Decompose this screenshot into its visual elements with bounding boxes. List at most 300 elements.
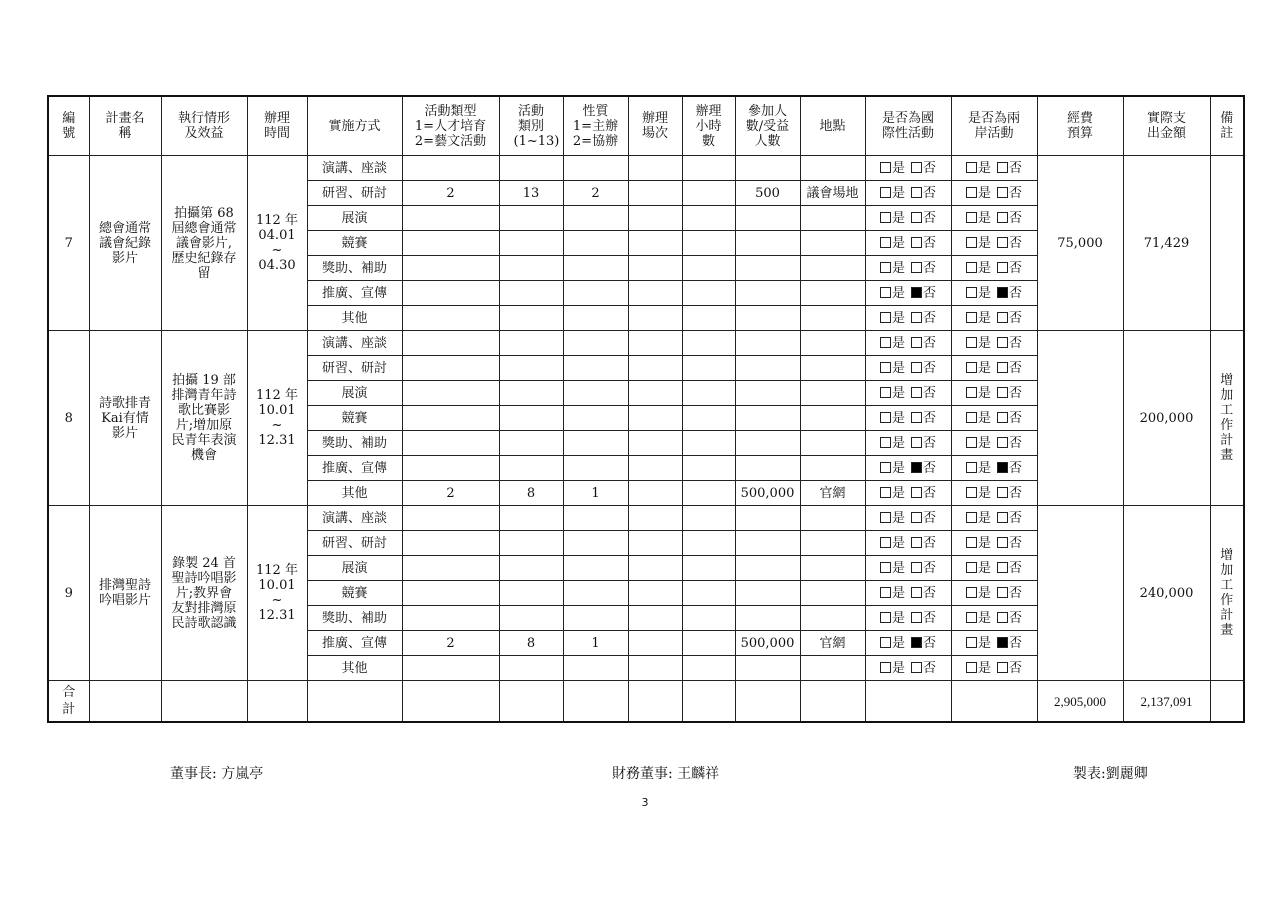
yes-label: 是 — [891, 435, 905, 451]
yes-checkbox[interactable] — [880, 187, 891, 198]
header-budget: 經費預算 — [1037, 96, 1123, 156]
yes-checkbox[interactable] — [880, 312, 891, 323]
cross-strait-checkboxes — [951, 306, 1037, 331]
international-checkboxes — [865, 256, 951, 281]
header-activity-category: 活動類別 (1~13) — [499, 96, 563, 156]
hours-value — [682, 381, 735, 406]
hours-value — [682, 356, 735, 381]
yes-checkbox[interactable] — [880, 162, 891, 173]
empty-cell — [89, 681, 161, 723]
activity-category-value: 13 — [499, 181, 563, 206]
yes-checkbox[interactable] — [966, 187, 977, 198]
project-budget: 75,000 — [1037, 156, 1123, 331]
yes-label: 是 — [977, 160, 991, 176]
location-value — [800, 256, 865, 281]
cross-strait-checkboxes — [951, 556, 1037, 581]
no-checkbox[interactable] — [911, 162, 922, 173]
international-checkboxes — [865, 481, 951, 506]
cross-strait-checkboxes — [951, 656, 1037, 681]
nature-value — [563, 231, 628, 256]
yes-checkbox[interactable] — [966, 637, 977, 648]
hours-value — [682, 431, 735, 456]
activity-type-value — [402, 406, 499, 431]
sessions-value — [628, 256, 682, 281]
finance-director-signature: 財務董事: 王麟祥 — [612, 766, 720, 782]
sessions-value — [628, 456, 682, 481]
project-actual: 200,000 — [1123, 331, 1210, 506]
yes-label: 是 — [977, 535, 991, 551]
activity-category-value — [499, 256, 563, 281]
yes-label: 是 — [891, 460, 905, 476]
participants-value — [735, 156, 800, 181]
yes-checkbox[interactable] — [880, 437, 891, 448]
location-value — [800, 406, 865, 431]
no-label: 否 — [1009, 560, 1023, 576]
no-checkbox[interactable] — [997, 237, 1008, 248]
yes-checkbox[interactable] — [880, 637, 891, 648]
participants-value: 500 — [735, 181, 800, 206]
method-label: 展演 — [307, 381, 402, 406]
yes-checkbox[interactable] — [966, 262, 977, 273]
sessions-value — [628, 606, 682, 631]
no-checkbox[interactable] — [997, 262, 1008, 273]
international-checkboxes — [865, 506, 951, 531]
method-label: 競賽 — [307, 406, 402, 431]
no-checkbox[interactable] — [997, 462, 1008, 473]
nature-value — [563, 156, 628, 181]
no-label: 否 — [923, 610, 937, 626]
yes-checkbox[interactable] — [966, 412, 977, 423]
location-value — [800, 306, 865, 331]
project-name: 排灣聖詩吟唱影片 — [89, 506, 161, 681]
table-row — [48, 506, 1244, 531]
no-checkbox[interactable] — [997, 287, 1008, 298]
header-activity-type: 活動類型 1=人才培育 2=藝文活動 — [402, 96, 499, 156]
yes-checkbox[interactable] — [880, 412, 891, 423]
yes-checkbox[interactable] — [880, 487, 891, 498]
no-checkbox[interactable] — [911, 262, 922, 273]
method-label: 獎助、補助 — [307, 256, 402, 281]
hours-value — [682, 256, 735, 281]
method-label: 演講、座談 — [307, 506, 402, 531]
yes-checkbox[interactable] — [880, 562, 891, 573]
participants-value — [735, 406, 800, 431]
sessions-value — [628, 481, 682, 506]
method-label: 展演 — [307, 206, 402, 231]
project-id: 7 — [48, 156, 89, 331]
no-label: 否 — [923, 635, 937, 651]
yes-label: 是 — [977, 460, 991, 476]
activity-type-value — [402, 656, 499, 681]
yes-checkbox[interactable] — [880, 612, 891, 623]
activity-category-value — [499, 506, 563, 531]
international-checkboxes — [865, 456, 951, 481]
international-checkboxes — [865, 556, 951, 581]
empty-cell — [682, 681, 735, 723]
no-label: 否 — [1009, 410, 1023, 426]
sessions-value — [628, 581, 682, 606]
activity-category-value — [499, 406, 563, 431]
no-label: 否 — [923, 535, 937, 551]
yes-checkbox[interactable] — [880, 462, 891, 473]
international-checkboxes — [865, 406, 951, 431]
yes-label: 是 — [977, 410, 991, 426]
yes-checkbox[interactable] — [880, 262, 891, 273]
activity-type-value — [402, 331, 499, 356]
no-label: 否 — [1009, 660, 1023, 676]
project-remark — [1210, 156, 1244, 331]
no-checkbox[interactable] — [911, 487, 922, 498]
hours-value — [682, 281, 735, 306]
header-participants: 參加人數/受益人數 — [735, 96, 800, 156]
yes-checkbox[interactable] — [880, 287, 891, 298]
no-checkbox[interactable] — [997, 612, 1008, 623]
no-checkbox[interactable] — [997, 162, 1008, 173]
no-checkbox[interactable] — [997, 637, 1008, 648]
yes-checkbox[interactable] — [966, 162, 977, 173]
activity-category-value — [499, 581, 563, 606]
activity-category-value — [499, 656, 563, 681]
cross-strait-checkboxes — [951, 331, 1037, 356]
yes-label: 是 — [891, 385, 905, 401]
international-checkboxes — [865, 231, 951, 256]
no-checkbox[interactable] — [911, 562, 922, 573]
no-label: 否 — [1009, 635, 1023, 651]
yes-label: 是 — [977, 585, 991, 601]
yes-label: 是 — [977, 285, 991, 301]
no-label: 否 — [923, 510, 937, 526]
location-value — [800, 206, 865, 231]
no-checkbox[interactable] — [911, 237, 922, 248]
no-checkbox[interactable] — [997, 512, 1008, 523]
nature-value — [563, 656, 628, 681]
no-checkbox[interactable] — [911, 537, 922, 548]
yes-checkbox[interactable] — [966, 662, 977, 673]
yes-label: 是 — [891, 360, 905, 376]
activity-type-value — [402, 556, 499, 581]
yes-checkbox[interactable] — [966, 562, 977, 573]
hours-value — [682, 181, 735, 206]
project-budget — [1037, 506, 1123, 681]
international-checkboxes — [865, 381, 951, 406]
hours-value — [682, 456, 735, 481]
yes-label: 是 — [977, 610, 991, 626]
empty-cell — [735, 681, 800, 723]
activity-type-value — [402, 356, 499, 381]
no-label: 否 — [923, 185, 937, 201]
yes-label: 是 — [977, 435, 991, 451]
international-checkboxes — [865, 281, 951, 306]
cross-strait-checkboxes — [951, 581, 1037, 606]
no-checkbox[interactable] — [997, 412, 1008, 423]
participants-value — [735, 656, 800, 681]
yes-checkbox[interactable] — [880, 237, 891, 248]
participants-value: 500,000 — [735, 481, 800, 506]
hours-value — [682, 531, 735, 556]
preparer-signature: 製表:劉麗卿 — [1073, 766, 1148, 782]
international-checkboxes — [865, 656, 951, 681]
yes-checkbox[interactable] — [880, 512, 891, 523]
activity-type-value — [402, 606, 499, 631]
cross-strait-checkboxes — [951, 481, 1037, 506]
yes-checkbox[interactable] — [880, 387, 891, 398]
yes-label: 是 — [977, 235, 991, 251]
participants-value — [735, 381, 800, 406]
hours-value — [682, 506, 735, 531]
nature-value — [563, 306, 628, 331]
method-label: 演講、座談 — [307, 156, 402, 181]
yes-checkbox[interactable] — [966, 512, 977, 523]
empty-cell — [563, 681, 628, 723]
no-checkbox[interactable] — [911, 312, 922, 323]
method-label: 推廣、宣傳 — [307, 456, 402, 481]
nature-value — [563, 506, 628, 531]
header-plan: 計畫名稱 — [89, 96, 161, 156]
no-checkbox[interactable] — [911, 187, 922, 198]
yes-checkbox[interactable] — [966, 612, 977, 623]
activity-category-value — [499, 156, 563, 181]
activity-type-value — [402, 531, 499, 556]
yes-label: 是 — [977, 635, 991, 651]
yes-checkbox[interactable] — [966, 487, 977, 498]
no-checkbox[interactable] — [911, 462, 922, 473]
project-id: 8 — [48, 331, 89, 506]
no-label: 否 — [1009, 285, 1023, 301]
location-value — [800, 656, 865, 681]
method-label: 獎助、補助 — [307, 431, 402, 456]
no-label: 否 — [1009, 360, 1023, 376]
activity-type-value — [402, 381, 499, 406]
project-date: 112 年 04.01 ~ 04.30 — [247, 156, 307, 331]
empty-cell — [628, 681, 682, 723]
nature-value — [563, 456, 628, 481]
no-label: 否 — [1009, 210, 1023, 226]
method-label: 推廣、宣傳 — [307, 631, 402, 656]
participants-value — [735, 556, 800, 581]
yes-label: 是 — [891, 260, 905, 276]
yes-label: 是 — [977, 310, 991, 326]
no-checkbox[interactable] — [911, 387, 922, 398]
no-checkbox[interactable] — [911, 287, 922, 298]
no-checkbox[interactable] — [997, 187, 1008, 198]
participants-value — [735, 531, 800, 556]
yes-checkbox[interactable] — [966, 312, 977, 323]
yes-label: 是 — [891, 410, 905, 426]
no-label: 否 — [923, 435, 937, 451]
no-checkbox[interactable] — [997, 212, 1008, 223]
no-checkbox[interactable] — [911, 512, 922, 523]
no-checkbox[interactable] — [997, 587, 1008, 598]
yes-checkbox[interactable] — [966, 337, 977, 348]
project-id: 9 — [48, 506, 89, 681]
yes-checkbox[interactable] — [880, 537, 891, 548]
sessions-value — [628, 156, 682, 181]
activity-category-value — [499, 606, 563, 631]
no-checkbox[interactable] — [997, 387, 1008, 398]
project-name: 總會通常議會紀錄影片 — [89, 156, 161, 331]
method-label: 研習、研討 — [307, 531, 402, 556]
international-checkboxes — [865, 356, 951, 381]
no-label: 否 — [1009, 610, 1023, 626]
no-label: 否 — [923, 235, 937, 251]
no-checkbox[interactable] — [911, 212, 922, 223]
participants-value — [735, 606, 800, 631]
yes-label: 是 — [891, 510, 905, 526]
hours-value — [682, 581, 735, 606]
no-checkbox[interactable] — [911, 612, 922, 623]
cross-strait-checkboxes — [951, 456, 1037, 481]
activity-type-value — [402, 581, 499, 606]
no-label: 否 — [1009, 510, 1023, 526]
nature-value — [563, 281, 628, 306]
yes-checkbox[interactable] — [966, 387, 977, 398]
table-body — [48, 156, 1244, 723]
no-checkbox[interactable] — [997, 362, 1008, 373]
international-checkboxes — [865, 206, 951, 231]
participants-value — [735, 306, 800, 331]
yes-checkbox[interactable] — [966, 362, 977, 373]
project-actual: 71,429 — [1123, 156, 1210, 331]
method-label: 研習、研討 — [307, 181, 402, 206]
activity-category-value — [499, 206, 563, 231]
no-checkbox[interactable] — [911, 587, 922, 598]
yes-checkbox[interactable] — [880, 362, 891, 373]
cross-strait-checkboxes — [951, 431, 1037, 456]
project-date: 112 年 10.01 ~ 12.31 — [247, 331, 307, 506]
no-label: 否 — [1009, 485, 1023, 501]
yes-label: 是 — [891, 660, 905, 676]
cross-strait-checkboxes — [951, 406, 1037, 431]
yes-checkbox[interactable] — [880, 662, 891, 673]
activity-category-value — [499, 231, 563, 256]
header-date: 辦理時間 — [247, 96, 307, 156]
table-row — [48, 331, 1244, 356]
sessions-value — [628, 356, 682, 381]
nature-value — [563, 356, 628, 381]
empty-cell — [499, 681, 563, 723]
no-checkbox[interactable] — [997, 537, 1008, 548]
activity-category-value — [499, 281, 563, 306]
yes-label: 是 — [891, 285, 905, 301]
cross-strait-checkboxes — [951, 506, 1037, 531]
no-checkbox[interactable] — [911, 362, 922, 373]
activity-type-value — [402, 256, 499, 281]
nature-value — [563, 256, 628, 281]
cross-strait-checkboxes — [951, 181, 1037, 206]
cross-strait-checkboxes — [951, 231, 1037, 256]
activity-type-value: 2 — [402, 181, 499, 206]
no-label: 否 — [923, 385, 937, 401]
yes-checkbox[interactable] — [880, 337, 891, 348]
nature-value: 1 — [563, 631, 628, 656]
international-checkboxes — [865, 581, 951, 606]
yes-checkbox[interactable] — [966, 212, 977, 223]
no-checkbox[interactable] — [911, 412, 922, 423]
yes-checkbox[interactable] — [880, 587, 891, 598]
no-checkbox[interactable] — [997, 312, 1008, 323]
international-checkboxes — [865, 331, 951, 356]
sessions-value — [628, 631, 682, 656]
cross-strait-checkboxes — [951, 606, 1037, 631]
total-row — [48, 681, 1244, 723]
yes-label: 是 — [891, 235, 905, 251]
no-checkbox[interactable] — [997, 662, 1008, 673]
sessions-value — [628, 406, 682, 431]
yes-checkbox[interactable] — [966, 587, 977, 598]
yes-checkbox[interactable] — [966, 462, 977, 473]
project-budget — [1037, 331, 1123, 506]
method-label: 展演 — [307, 556, 402, 581]
no-checkbox[interactable] — [997, 437, 1008, 448]
yes-checkbox[interactable] — [880, 212, 891, 223]
activity-category-value — [499, 556, 563, 581]
no-label: 否 — [923, 460, 937, 476]
nature-value — [563, 381, 628, 406]
header-actual: 實際支出金額 — [1123, 96, 1210, 156]
no-label: 否 — [1009, 385, 1023, 401]
hours-value — [682, 481, 735, 506]
header-remark: 備註 — [1210, 96, 1244, 156]
yes-checkbox[interactable] — [966, 437, 977, 448]
activity-category-value — [499, 306, 563, 331]
participants-value — [735, 206, 800, 231]
empty-cell — [402, 681, 499, 723]
activity-type-value — [402, 231, 499, 256]
header-nature: 性質 1=主辦 2=協辦 — [563, 96, 628, 156]
location-value — [800, 231, 865, 256]
participants-value — [735, 256, 800, 281]
cross-strait-checkboxes — [951, 531, 1037, 556]
hours-value — [682, 156, 735, 181]
activity-table — [47, 95, 1245, 723]
no-checkbox[interactable] — [997, 562, 1008, 573]
sessions-value — [628, 381, 682, 406]
location-value — [800, 381, 865, 406]
yes-label: 是 — [977, 385, 991, 401]
project-remark: 增加工作計畫 — [1210, 506, 1244, 681]
location-value — [800, 531, 865, 556]
header-hours: 辦理小時數 — [682, 96, 735, 156]
yes-label: 是 — [977, 210, 991, 226]
yes-label: 是 — [891, 560, 905, 576]
no-label: 否 — [1009, 435, 1023, 451]
nature-value: 1 — [563, 481, 628, 506]
yes-label: 是 — [891, 160, 905, 176]
no-checkbox[interactable] — [997, 487, 1008, 498]
no-checkbox[interactable] — [911, 637, 922, 648]
nature-value — [563, 331, 628, 356]
yes-checkbox[interactable] — [966, 537, 977, 548]
no-checkbox[interactable] — [997, 337, 1008, 348]
chairman-signature: 董事長: 方嵐亭 — [170, 766, 264, 782]
activity-category-value: 8 — [499, 481, 563, 506]
participants-value — [735, 581, 800, 606]
location-value — [800, 431, 865, 456]
no-checkbox[interactable] — [911, 337, 922, 348]
location-value: 官網 — [800, 481, 865, 506]
activity-category-value — [499, 456, 563, 481]
nature-value — [563, 431, 628, 456]
hours-value — [682, 631, 735, 656]
activity-type-value: 2 — [402, 631, 499, 656]
sessions-value — [628, 306, 682, 331]
yes-checkbox[interactable] — [966, 237, 977, 248]
no-checkbox[interactable] — [911, 662, 922, 673]
method-label: 推廣、宣傳 — [307, 281, 402, 306]
no-checkbox[interactable] — [911, 437, 922, 448]
yes-checkbox[interactable] — [966, 287, 977, 298]
participants-value — [735, 356, 800, 381]
